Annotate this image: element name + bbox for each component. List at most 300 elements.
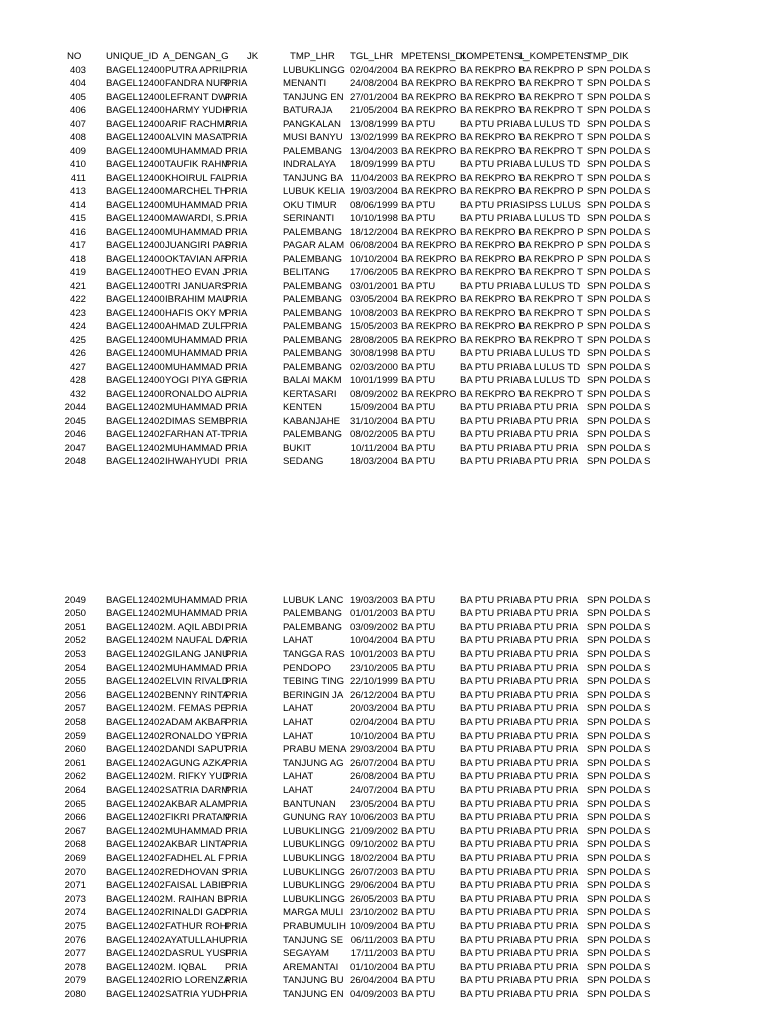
header-kompetensi-3: L_KOMPETENS xyxy=(519,51,590,62)
cell-nama: MUHAMMAD F xyxy=(165,145,232,157)
cell-kompetensi-1: BA PTU xyxy=(401,975,436,987)
cell-kompetensi-3: BA PTU PRIA xyxy=(519,662,579,674)
cell-kompetensi-3: BA PTU PRIA xyxy=(519,812,579,824)
cell-tgl-lhr: 10/10/1998 xyxy=(349,213,398,224)
cell-no: 2049 xyxy=(64,594,86,606)
table-row xyxy=(0,974,768,988)
cell-nama: THEO EVAN J xyxy=(165,267,228,278)
cell-kompetensi-2: BA PTU PRIA xyxy=(460,975,520,987)
cell-tgl-lhr: 10/09/2004 xyxy=(349,920,398,932)
cell-nama: FARHAN AT-T xyxy=(165,429,227,440)
table-row xyxy=(0,893,768,907)
cell-jk: PRIA xyxy=(225,91,248,103)
cell-jk: PRIA xyxy=(225,186,248,197)
cell-kompetensi-1: BA PTU xyxy=(401,635,436,647)
cell-unique-id: BAGEL12402 xyxy=(106,798,165,810)
cell-tgl-lhr: 23/10/2002 xyxy=(349,907,398,919)
cell-unique-id: BAGEL12402 xyxy=(106,594,165,606)
cell-tgl-lhr: 10/01/1999 xyxy=(349,375,398,386)
cell-jk: PRIA xyxy=(225,757,248,769)
cell-kompetensi-3: BA PTU PRIA xyxy=(519,730,579,742)
cell-kompetensi-2: BA REKPRO T xyxy=(460,172,524,184)
cell-nama: M NAUFAL DA xyxy=(165,635,229,647)
cell-tmp-lhr: PALEMBANG xyxy=(283,294,343,305)
cell-tmp-lhr: LUBUKLINGG xyxy=(283,64,345,76)
table-row xyxy=(0,442,768,456)
cell-kompetensi-1: BA PTU xyxy=(401,798,436,810)
cell-no: 423 xyxy=(69,307,86,319)
cell-kompetensi-2: BA REKPRO P xyxy=(460,186,525,197)
cell-tgl-lhr: 02/04/2004 xyxy=(349,64,398,76)
cell-tgl-lhr: 23/05/2004 xyxy=(349,798,398,810)
cell-tmp-lhr: PENDOPO xyxy=(283,662,331,674)
cell-unique-id: BAGEL12402 xyxy=(106,988,165,1000)
cell-no: 404 xyxy=(69,78,86,89)
cell-nama: MUHAMMAD F xyxy=(165,442,232,454)
table-row xyxy=(0,730,768,744)
cell-no: 2044 xyxy=(64,402,86,413)
cell-kompetensi-1: BA REKPRO xyxy=(401,172,457,184)
cell-tmp-dik: SPN POLDA S xyxy=(587,267,651,278)
cell-kompetensi-2: BA PTU PRIA xyxy=(460,839,520,851)
cell-kompetensi-2: BA PTU PRIA xyxy=(460,893,520,905)
cell-jk: PRIA xyxy=(225,907,248,919)
cell-kompetensi-3: BA REKPRO T xyxy=(519,388,583,400)
cell-unique-id: BAGEL12402 xyxy=(106,907,165,919)
cell-no: 426 xyxy=(69,348,86,359)
cell-jk: PRIA xyxy=(225,852,248,864)
header-tmp-dik: TMP_DIK xyxy=(587,51,629,62)
cell-tgl-lhr: 19/03/2004 xyxy=(349,186,398,197)
cell-tmp-lhr: TANJUNG AG xyxy=(283,757,344,769)
table-row xyxy=(0,347,768,361)
table-row xyxy=(0,648,768,662)
cell-nama: HARMY YUDH xyxy=(165,105,230,116)
cell-unique-id: BAGEL12400 xyxy=(106,280,165,292)
cell-jk: PRIA xyxy=(225,375,248,386)
cell-no: 2054 xyxy=(64,662,86,674)
cell-unique-id: BAGEL12402 xyxy=(106,662,165,674)
cell-unique-id: BAGEL12402 xyxy=(106,825,165,837)
cell-unique-id: BAGEL12400 xyxy=(106,267,165,278)
cell-no: 2076 xyxy=(64,934,86,946)
cell-no: 427 xyxy=(69,361,86,373)
cell-tmp-lhr: BELITANG xyxy=(283,267,330,278)
cell-kompetensi-3: BA PTU PRIA xyxy=(519,948,579,960)
cell-tmp-lhr: BATURAJA xyxy=(283,105,333,116)
cell-kompetensi-3: BA PTU PRIA xyxy=(519,456,579,467)
cell-no: 417 xyxy=(69,240,86,251)
cell-unique-id: BAGEL12402 xyxy=(106,961,165,973)
table-row xyxy=(0,961,768,975)
cell-kompetensi-2: BA PTU PRIA xyxy=(460,689,520,701)
cell-no: 2079 xyxy=(64,975,86,987)
cell-kompetensi-3: BA PTU PRIA xyxy=(519,621,579,633)
cell-nama: M. FEMAS PE xyxy=(165,703,227,715)
table-row xyxy=(0,104,768,118)
cell-kompetensi-1: BA PTU xyxy=(401,662,436,674)
cell-tmp-dik: SPN POLDA S xyxy=(587,361,651,373)
cell-tmp-lhr: SEGAYAM xyxy=(283,948,330,960)
cell-kompetensi-3: BA REKPRO T xyxy=(519,132,583,143)
cell-tgl-lhr: 31/10/2004 xyxy=(349,415,398,427)
cell-no: 408 xyxy=(69,132,86,143)
cell-no: 428 xyxy=(69,375,86,386)
cell-unique-id: BAGEL12400 xyxy=(106,118,165,130)
cell-nama: ADAM AKBAR xyxy=(165,716,228,728)
cell-kompetensi-1: BA PTU xyxy=(401,961,436,973)
table-row xyxy=(0,934,768,948)
cell-tgl-lhr: 18/03/2004 xyxy=(349,456,398,467)
cell-kompetensi-3: BA PTU PRIA xyxy=(519,907,579,919)
cell-nama: RONALDO AL xyxy=(165,388,227,400)
cell-kompetensi-2: BA REKPRO T xyxy=(460,78,524,89)
cell-kompetensi-3: BA PTU PRIA xyxy=(519,402,579,413)
cell-unique-id: BAGEL12402 xyxy=(106,866,165,878)
cell-nama: GILANG JANU xyxy=(165,648,229,660)
table-row xyxy=(0,594,768,608)
cell-jk: PRIA xyxy=(225,934,248,946)
table-row xyxy=(0,374,768,388)
cell-unique-id: BAGEL12402 xyxy=(106,880,165,892)
cell-kompetensi-2: BA PTU PRIA xyxy=(460,199,520,211)
cell-kompetensi-2: BA REKPRO T xyxy=(460,294,524,305)
cell-tmp-lhr: LAHAT xyxy=(283,716,314,728)
cell-no: 419 xyxy=(69,267,86,278)
cell-kompetensi-2: BA PTU PRIA xyxy=(460,825,520,837)
cell-kompetensi-3: BA PTU PRIA xyxy=(519,429,579,440)
cell-kompetensi-2: BA PTU PRIA xyxy=(460,703,520,715)
cell-tmp-dik: SPN POLDA S xyxy=(587,730,651,742)
cell-unique-id: BAGEL12402 xyxy=(106,689,165,701)
cell-kompetensi-1: BA PTU xyxy=(401,648,436,660)
cell-kompetensi-1: BA REKPRO xyxy=(401,145,457,157)
cell-kompetensi-2: BA PTU PRIA xyxy=(460,907,520,919)
cell-nama: FADHEL AL F xyxy=(165,852,225,864)
cell-unique-id: BAGEL12400 xyxy=(106,132,165,143)
cell-no: 403 xyxy=(69,64,86,76)
cell-no: 425 xyxy=(69,334,86,346)
table-row xyxy=(0,212,768,226)
cell-tmp-lhr: LAHAT xyxy=(283,771,314,783)
cell-unique-id: BAGEL12402 xyxy=(106,703,165,715)
cell-tmp-dik: SPN POLDA S xyxy=(587,771,651,783)
header-unique-id: UNIQUE_ID xyxy=(106,51,159,62)
cell-tmp-dik: SPN POLDA S xyxy=(587,825,651,837)
cell-tgl-lhr: 22/10/1999 xyxy=(349,676,398,688)
cell-unique-id: BAGEL12402 xyxy=(106,812,165,824)
cell-tgl-lhr: 19/03/2003 xyxy=(349,594,398,606)
cell-jk: PRIA xyxy=(225,662,248,674)
cell-kompetensi-2: BA REKPRO T xyxy=(460,267,524,278)
cell-nama: ARIF RACHMA xyxy=(165,118,232,130)
cell-kompetensi-1: BA PTU xyxy=(401,415,436,427)
cell-jk: PRIA xyxy=(225,689,248,701)
cell-kompetensi-2: BA PTU PRIA xyxy=(460,635,520,647)
cell-unique-id: BAGEL12400 xyxy=(106,375,165,386)
cell-no: 2060 xyxy=(64,744,86,756)
cell-unique-id: BAGEL12402 xyxy=(106,429,165,440)
cell-no: 409 xyxy=(69,145,86,157)
cell-kompetensi-1: BA REKPRO xyxy=(401,240,457,251)
cell-kompetensi-1: BA PTU xyxy=(401,771,436,783)
cell-no: 2074 xyxy=(64,907,86,919)
cell-jk: PRIA xyxy=(225,429,248,440)
table-row xyxy=(0,757,768,771)
cell-tmp-dik: SPN POLDA S xyxy=(587,648,651,660)
cell-tgl-lhr: 18/09/1999 xyxy=(349,159,398,170)
cell-kompetensi-3: BA REKPRO T xyxy=(519,172,583,184)
cell-jk: PRIA xyxy=(225,812,248,824)
cell-tmp-lhr: PALEMBANG xyxy=(283,361,343,373)
cell-nama: M. RIFKY YUD xyxy=(165,771,230,783)
header-kompetensi-1: MPETENSI_DI xyxy=(401,51,465,62)
cell-jk: PRIA xyxy=(225,866,248,878)
cell-unique-id: BAGEL12402 xyxy=(106,975,165,987)
cell-kompetensi-2: BA REKPRO T xyxy=(460,307,524,319)
table-row xyxy=(0,280,768,294)
cell-tmp-lhr: KERTASARI xyxy=(283,388,337,400)
cell-nama: MUHAMMAD F xyxy=(165,334,232,346)
cell-tgl-lhr: 29/06/2004 xyxy=(349,880,398,892)
table-row xyxy=(0,906,768,920)
cell-kompetensi-2: BA REKPRO P xyxy=(460,321,525,332)
cell-tmp-lhr: PALEMBANG xyxy=(283,280,343,292)
cell-tgl-lhr: 08/02/2005 xyxy=(349,429,398,440)
cell-kompetensi-1: BA REKPRO xyxy=(401,226,457,238)
table-row xyxy=(0,334,768,348)
cell-unique-id: BAGEL12402 xyxy=(106,757,165,769)
cell-kompetensi-2: BA PTU PRIA xyxy=(460,812,520,824)
cell-tmp-dik: SPN POLDA S xyxy=(587,594,651,606)
cell-unique-id: BAGEL12400 xyxy=(106,388,165,400)
cell-tmp-lhr: TANJUNG BA xyxy=(283,172,344,184)
cell-kompetensi-3: BA REKPRO T xyxy=(519,267,583,278)
table-row xyxy=(0,716,768,730)
cell-tmp-lhr: TANJUNG EN xyxy=(283,91,344,103)
cell-nama: HAFIS OKY M xyxy=(165,307,227,319)
cell-nama: SATRIA YUDH xyxy=(165,988,229,1000)
cell-kompetensi-3: BA PTU PRIA xyxy=(519,893,579,905)
cell-tgl-lhr: 26/04/2004 xyxy=(349,975,398,987)
cell-tmp-lhr: PALEMBANG xyxy=(283,226,343,238)
cell-kompetensi-3: BA PTU PRIA xyxy=(519,771,579,783)
cell-tgl-lhr: 13/02/1999 xyxy=(349,132,398,143)
table-row xyxy=(0,879,768,893)
header-tgl-lhr: TGL_LHR xyxy=(350,51,394,62)
cell-unique-id: BAGEL12400 xyxy=(106,348,165,359)
cell-tgl-lhr: 21/09/2002 xyxy=(349,825,398,837)
cell-jk: PRIA xyxy=(225,961,248,973)
cell-tmp-dik: SPN POLDA S xyxy=(587,172,651,184)
table-row xyxy=(0,145,768,159)
cell-kompetensi-3: BA PTU PRIA xyxy=(519,825,579,837)
table-row xyxy=(0,675,768,689)
cell-tmp-lhr: LUBUK KELIA xyxy=(283,186,345,197)
cell-no: 432 xyxy=(69,388,86,400)
cell-nama: ELVIN RIVALD xyxy=(165,676,229,688)
cell-no: 2075 xyxy=(64,920,86,932)
table-row xyxy=(0,64,768,78)
cell-jk: PRIA xyxy=(225,839,248,851)
cell-tmp-dik: SPN POLDA S xyxy=(587,716,651,728)
cell-no: 2065 xyxy=(64,798,86,810)
cell-kompetensi-1: BA PTU xyxy=(401,716,436,728)
cell-kompetensi-3: BA REKPRO T xyxy=(519,78,583,89)
cell-kompetensi-2: BA PTU PRIA xyxy=(460,442,520,454)
cell-kompetensi-2: BA PTU PRIA xyxy=(460,852,520,864)
cell-nama: RONALDO YE xyxy=(165,730,228,742)
cell-tmp-dik: SPN POLDA S xyxy=(587,703,651,715)
cell-nama: BENNY RINTA xyxy=(165,689,229,701)
cell-nama: LEFRANT DWI xyxy=(165,91,230,103)
cell-nama: REDHOVAN S xyxy=(165,866,228,878)
cell-kompetensi-3: BA PTU PRIA xyxy=(519,920,579,932)
cell-kompetensi-1: BA PTU xyxy=(401,456,436,467)
cell-unique-id: BAGEL12402 xyxy=(106,948,165,960)
cell-jk: PRIA xyxy=(225,118,248,130)
cell-kompetensi-1: BA REKPRO xyxy=(401,105,457,116)
cell-tgl-lhr: 18/12/2004 xyxy=(349,226,398,238)
table-row xyxy=(0,91,768,105)
cell-no: 413 xyxy=(69,186,86,197)
cell-tgl-lhr: 26/12/2004 xyxy=(349,689,398,701)
cell-tmp-dik: SPN POLDA S xyxy=(587,608,651,620)
cell-nama: M. RAIHAN BI xyxy=(165,893,227,905)
cell-kompetensi-2: BA PTU PRIA xyxy=(460,456,520,467)
cell-kompetensi-1: BA PTU xyxy=(401,934,436,946)
cell-tmp-lhr: SERINANTI xyxy=(283,213,335,224)
cell-unique-id: BAGEL12400 xyxy=(106,159,165,170)
cell-tgl-lhr: 11/04/2003 xyxy=(350,172,398,184)
cell-tgl-lhr: 03/05/2004 xyxy=(349,294,398,305)
cell-no: 405 xyxy=(69,91,86,103)
cell-kompetensi-2: BA REKPRO T xyxy=(460,334,524,346)
cell-kompetensi-2: BA PTU PRIA xyxy=(460,798,520,810)
cell-kompetensi-2: BA PTU PRIA xyxy=(460,159,520,170)
cell-tgl-lhr: 08/09/2002 xyxy=(349,388,398,400)
header-no: NO xyxy=(67,51,82,62)
table-row xyxy=(0,158,768,172)
table-row xyxy=(0,811,768,825)
cell-kompetensi-1: BA REKPRO xyxy=(401,388,457,400)
cell-kompetensi-1: BA PTU xyxy=(401,703,436,715)
cell-unique-id: BAGEL12402 xyxy=(106,744,165,756)
cell-kompetensi-3: BA LULUS TD xyxy=(519,118,581,130)
cell-kompetensi-1: BA REKPRO xyxy=(401,267,457,278)
cell-tmp-lhr: KENTEN xyxy=(283,402,322,413)
cell-nama: IBRAHIM MAU xyxy=(165,294,229,305)
table-row xyxy=(0,253,768,267)
table-row xyxy=(0,689,768,703)
cell-nama: DIMAS SEMBI xyxy=(165,415,228,427)
cell-tmp-dik: SPN POLDA S xyxy=(587,388,651,400)
cell-tmp-dik: SPN POLDA S xyxy=(587,852,651,864)
cell-kompetensi-1: BA PTU xyxy=(401,744,436,756)
cell-kompetensi-1: BA PTU xyxy=(401,361,436,373)
cell-kompetensi-2: BA REKPRO T xyxy=(460,145,524,157)
cell-unique-id: BAGEL12402 xyxy=(106,784,165,796)
cell-nama: DANDI SAPUT xyxy=(165,744,230,756)
cell-tmp-lhr: PALEMBANG xyxy=(283,321,343,332)
cell-tmp-dik: SPN POLDA S xyxy=(587,226,651,238)
cell-tgl-lhr: 10/10/2004 xyxy=(349,730,398,742)
cell-kompetensi-1: BA PTU xyxy=(401,118,436,130)
cell-no: 2061 xyxy=(64,757,86,769)
cell-kompetensi-3: BA PTU PRIA xyxy=(519,934,579,946)
cell-nama: MUHAMMAD F xyxy=(165,226,232,238)
cell-unique-id: BAGEL12402 xyxy=(106,442,165,454)
cell-no: 2053 xyxy=(64,648,86,660)
cell-kompetensi-2: BA PTU PRIA xyxy=(460,866,520,878)
cell-no: 418 xyxy=(69,253,86,265)
cell-no: 2047 xyxy=(64,442,86,454)
cell-jk: PRIA xyxy=(225,78,248,89)
cell-kompetensi-2: BA PTU PRIA xyxy=(460,648,520,660)
cell-jk: PRIA xyxy=(225,64,248,76)
table-row xyxy=(0,743,768,757)
cell-nama: FIKRI PRATAN xyxy=(165,812,230,824)
cell-tgl-lhr: 15/05/2003 xyxy=(349,321,398,332)
cell-jk: PRIA xyxy=(225,594,248,606)
cell-nama: M. AQIL ABDI xyxy=(165,621,224,633)
cell-tmp-dik: SPN POLDA S xyxy=(587,621,651,633)
cell-tmp-lhr: PANGKALAN xyxy=(283,118,341,130)
cell-unique-id: BAGEL12400 xyxy=(106,240,165,251)
cell-tmp-dik: SPN POLDA S xyxy=(587,240,651,251)
cell-kompetensi-3: BA REKPRO P xyxy=(519,226,584,238)
cell-tgl-lhr: 26/05/2003 xyxy=(349,893,398,905)
table-row xyxy=(0,784,768,798)
cell-jk: PRIA xyxy=(225,880,248,892)
cell-kompetensi-2: BA PTU PRIA xyxy=(460,676,520,688)
cell-tmp-lhr: LUBUKLINGG xyxy=(283,825,345,837)
cell-nama: AGUNG AZKA xyxy=(165,757,228,769)
cell-nama: FANDRA NURI xyxy=(165,78,230,89)
cell-kompetensi-2: BA PTU PRIA xyxy=(460,621,520,633)
cell-tgl-lhr: 26/07/2004 xyxy=(349,757,398,769)
cell-tmp-lhr: KABANJAHE xyxy=(283,415,341,427)
table-row xyxy=(0,320,768,334)
cell-tmp-dik: SPN POLDA S xyxy=(587,280,651,292)
cell-tgl-lhr: 26/08/2004 xyxy=(349,771,398,783)
cell-kompetensi-1: BA PTU xyxy=(401,213,436,224)
cell-kompetensi-1: BA PTU xyxy=(401,676,436,688)
cell-jk: PRIA xyxy=(225,442,248,454)
cell-tmp-lhr: TANJUNG SE xyxy=(283,934,344,946)
cell-kompetensi-3: BA PTU PRIA xyxy=(519,880,579,892)
cell-kompetensi-3: BA REKPRO T xyxy=(519,307,583,319)
cell-kompetensi-3: BA LULUS TD xyxy=(519,348,581,359)
cell-unique-id: BAGEL12400 xyxy=(106,64,165,76)
cell-unique-id: BAGEL12400 xyxy=(106,145,165,157)
cell-unique-id: BAGEL12402 xyxy=(106,730,165,742)
cell-nama: AHMAD ZULF xyxy=(165,321,227,332)
cell-kompetensi-3: BA PTU PRIA xyxy=(519,608,579,620)
cell-tgl-lhr: 10/06/2003 xyxy=(349,812,398,824)
cell-unique-id: BAGEL12402 xyxy=(106,893,165,905)
cell-tgl-lhr: 10/08/2003 xyxy=(349,307,398,319)
cell-tgl-lhr: 13/04/2003 xyxy=(349,145,398,157)
cell-kompetensi-3: BA PTU PRIA xyxy=(519,757,579,769)
cell-tmp-lhr: LAHAT xyxy=(283,635,314,647)
cell-unique-id: BAGEL12400 xyxy=(106,253,165,265)
cell-tmp-lhr: MUSI BANYU xyxy=(283,132,343,143)
cell-kompetensi-3: BA LULUS TD xyxy=(519,375,581,386)
cell-kompetensi-1: BA REKPRO xyxy=(401,186,457,197)
cell-kompetensi-1: BA REKPRO xyxy=(401,334,457,346)
cell-jk: PRIA xyxy=(225,361,248,373)
